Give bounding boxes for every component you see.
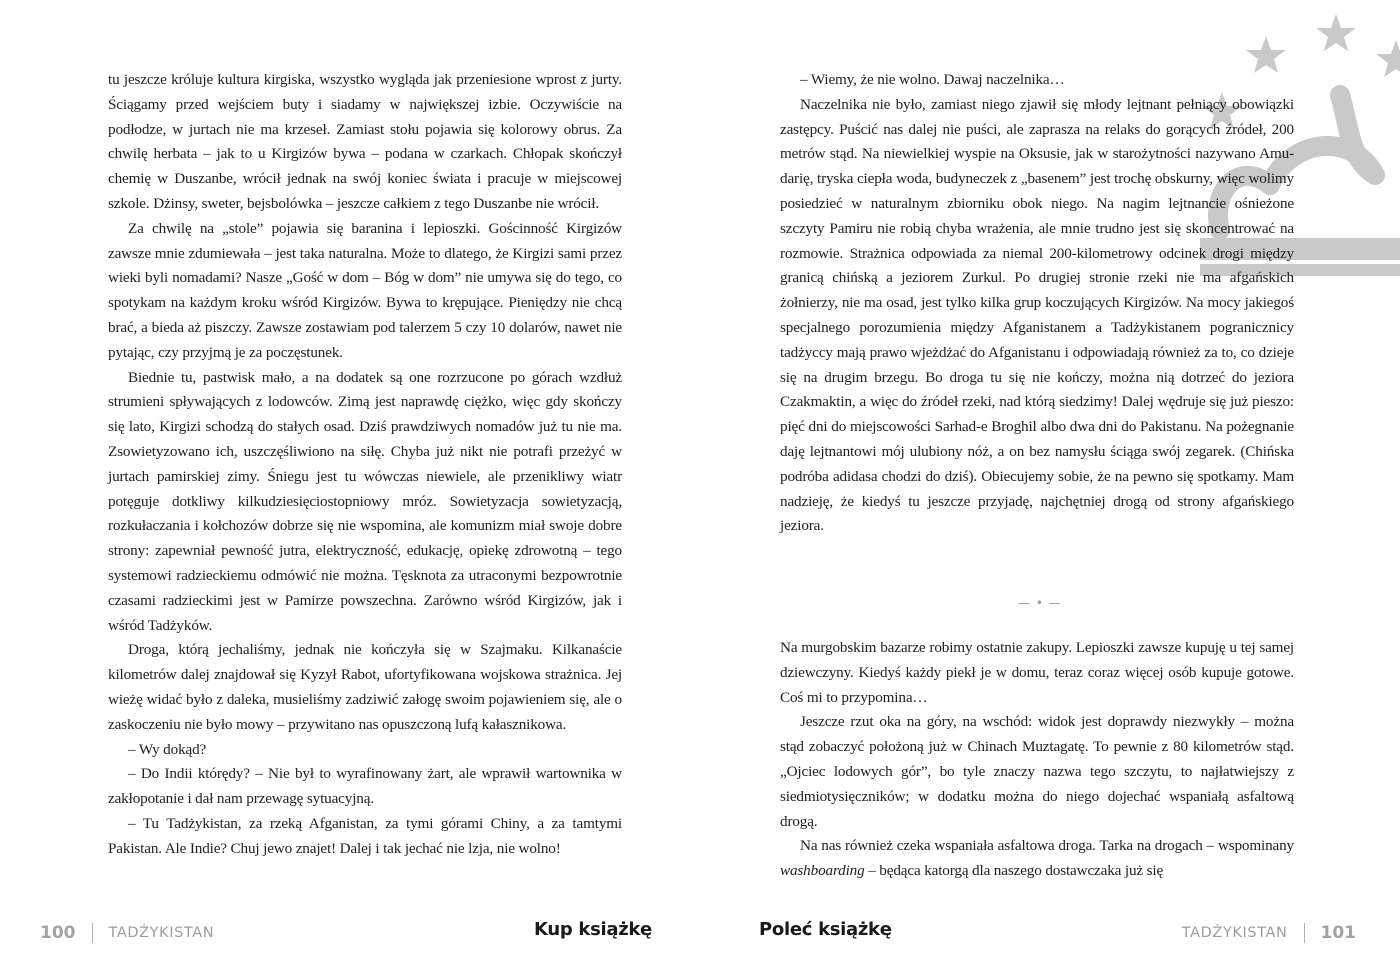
- left-footer: [40, 918, 214, 948]
- paragraph: [780, 834, 1294, 884]
- section-title: TADŻYKISTAN: [1181, 925, 1288, 941]
- buy-book-link[interactable]: Kup książkę: [534, 919, 652, 940]
- page-number: 100: [40, 923, 76, 943]
- section-separator: — • —: [1018, 596, 1062, 610]
- text-segment: – będąca katorgą dla naszego dostawczaka już się: [864, 862, 1164, 880]
- dialogue-line: – Tu Tadżykistan, za rzeką Afganistan, za tymi górami Chiny, a za tamtymi Pakistan. Ale Indie? Chuj jewo znajet! Dalej i tak jechać nie lzja, nie wolno!: [108, 814, 622, 857]
- star-icon: [1316, 14, 1356, 51]
- left-page-text: [108, 68, 622, 862]
- paragraph: Droga, którą jechaliśmy, jednak nie kończyła się w Szajmaku. Kilkanaście kilometrów dalej znajdował się Kyzył Rabot, ufortyfikowana wojskowa strażnica. Jej wieżę widać było z daleka, musieliśmy zadziwić załogę swoim pojawieniem się, ale o zaskoczeniu nie było mowy – przywitano nas opuszczoną lufą kałasznikowa.: [108, 641, 622, 733]
- page-number: 101: [1320, 923, 1356, 943]
- footer-divider: [1304, 923, 1305, 943]
- right-footer: [1182, 918, 1356, 948]
- paragraph: Biednie tu, pastwisk mało, a na dodatek są one rozrzucone po górach wzdłuż strumieni spływających z lodowców. Zimą jest naprawdę ciężko, więc gdy skończy się lato, Kirgizi schodzą do stałych osad. Dziś prawdziwych nomadów już tu nie ma. Zsowietyzowano ich, uszczęśliwiono na siłę. Chyba już nikt nie potrafi przeżyć w jurtach pamirskiej zimy. Śniegu jest tu wówczas niewiele, ale przenikliwy wiatr potęguje dotkliwy kilkudziesięciostopniowy mróz. Sowietyzacja sowietyzacją, rozkułaczania i kołchozów dobrze się nie wspomina, ale komunizm miał swoje dobre strony: zapewniał pewność jutra, elektryczność, edukację, opiekę zdrowotną – tego systemowi radzieckiemu odmówić nie można. Tęsknota za utraconymi bezpowrotnie czasami radzieckimi jest w Pamirze powszechna. Zarówno wśród Kirgizów, jak i wśród Tadżyków.: [108, 368, 622, 634]
- section-title: TADŻYKISTAN: [108, 925, 215, 941]
- dialogue-line: – Do Indii którędy? – Nie był to wyrafinowany żart, ale wprawił wartownika w zakłopotanie i dał nam przewagę sytuacyjną.: [108, 765, 622, 808]
- paragraph: tu jeszcze króluje kultura kirgiska, wszystko wygląda jak przeniesione wprost z jurty. Ściągamy przed wejściem buty i siadamy w największej izbie. Oczywiście na podłodze, w jurtach nie ma krzeseł. Zamiast stołu pojawia się kolorowy obrus. Za chwilę herbata – jak to u Kirgizów bywa – podana w czarkach. Chłopak skończył chemię w Duszanbe, wrócił jednak na swój koniec świata i pracuje w miejscowej szkole. Dżinsy, sweter, bejsbolówka – jeszcze całkiem z tego Duszanbe nie wrócił.: [108, 71, 622, 212]
- dialogue-line: – Wy dokąd?: [128, 740, 207, 758]
- paragraph: Jeszcze rzut oka na góry, na wschód: widok jest doprawdy niezwykły – można stąd zobaczyć położoną już w Chinach Muztagatę. To pewnie z 80 kilometrów stąd. „Ojciec lodowych gór”, bo tyle znaczy nazwa tego szczytu, to najłatwiejszy z siedmiotysięczników; w dodatku można do niego dojechać wspaniałą asfaltową drogą.: [780, 713, 1294, 830]
- recommend-book-link[interactable]: Poleć książkę: [759, 919, 892, 940]
- text-segment: Na nas również czeka wspaniała asfaltowa droga. Tarka na drogach – wspominany: [800, 837, 1294, 855]
- paragraph: Naczelnika nie było, zamiast niego zjawił się młody lejtnant pełniący obowiązki zastępcy. Puścić nas dalej nie puści, ale zaprasza na relaks do gorących źródeł, 200 metrów stąd. Na niewielkiej wyspie na Oksusie, jak w starożytności nazywano Amu-darię, tryska ciepła woda, budyneczek z „basenem” jest trochę obskurny, więc wolimy posiedzieć w naturalnym zbiorniku obok niego. Na nagim lejtnancie ośnieżone szczyty Pamiru nie robią chyba wrażenia, ale mnie trudno jest się skoncentrować na rozmowie. Strażnica odpowiada za niemal 200-kilometrowy odcinek drogi między granicą chińską a jeziorem Zurkul. Po drugiej stronie rzeki nie ma afgańskich żołnierzy, nie ma osad, jest tylko kilka grup koczujących Kirgizów. Na mocy jakiegoś specjalnego porozumienia między Afganistanem a Tadżykistanem pogranicznicy tadżyccy mają prawo wjeżdżać do Afganistanu i odpowiadają również za to, co dzieje się na drugim brzegu. Bo droga tu się nie kończy, można nią dotrzeć do jeziora Czakmaktin, a więc do źródeł rzeki, nad którą siedzimy! Dalej wędruje się już pieszo: pięć dni do miejscowości Sarhad-e Broghil albo dwa dni do Pakistanu. Na pożegnanie daję lejtnantowi mój ulubiony nóż, a on bez namysłu ściąga swój zegarek. (Chińska podróba adidasa chodzi do dziś). Obiecujemy sobie, że na pewno się spotkamy. Mam nadzieję, że kiedyś tu jeszcze przyjadę, najchętniej drogą od strony afgańskiego jeziora.: [780, 95, 1294, 535]
- paragraph: Na murgobskim bazarze robimy ostatnie zakupy. Lepioszki zawsze kupuję u tej samej dziewczyny. Kiedyś każdy piekł je w domu, teraz coraz więcej osób kupuje gotowe. Coś mi to przypomina…: [780, 639, 1294, 706]
- right-page-text: [780, 68, 1294, 539]
- right-page-text-continued: [780, 636, 1294, 884]
- italic-term: washboarding: [780, 862, 865, 880]
- dialogue-line: – Wiemy, że nie wolno. Dawaj naczelnika…: [800, 71, 1065, 88]
- paragraph: Za chwilę na „stole” pojawia się baranina i lepioszki. Gościnność Kirgizów zawsze mnie zdumiewała – jest taka naturalna. Może to dlatego, że Kirgizi sami przez wieki byli nomadami? Nasze „Gość w dom – Bóg w dom” nie umywa się do tego, co spotykam na każdym kroku wśród Kirgizów. Bywa to krępujące. Pieniędzy nie chcą brać, a bieda aż piszczy. Zawsze zostawiam pod talerzem 5 czy 10 dolarów, nawet nie pytając, czy przyjmą je za poczęstunek.: [108, 219, 622, 361]
- star-icon: [1376, 40, 1400, 77]
- footer-divider: [92, 923, 93, 943]
